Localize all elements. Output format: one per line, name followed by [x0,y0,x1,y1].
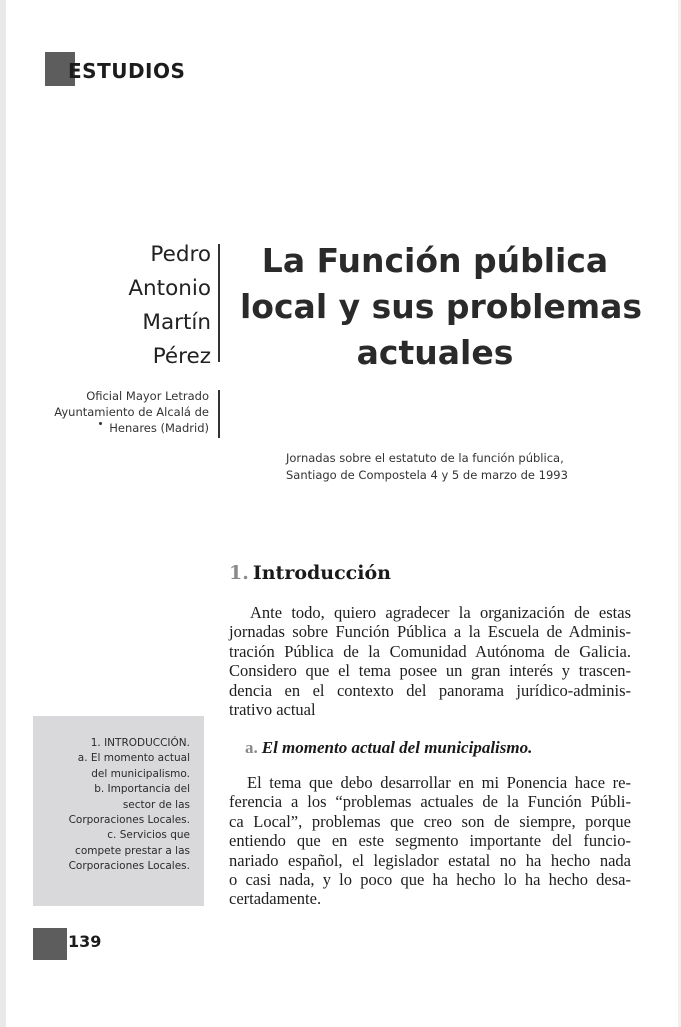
title-line: actuales [356,333,514,372]
event-line: Santiago de Compostela 4 y 5 de marzo de 1993 [286,468,568,482]
event-line: Jornadas sobre el estatuto de la función pública, [286,451,564,465]
intro-paragraph [229,603,631,719]
contents-item: compete prestar a las [75,844,190,857]
paragraph-line: nariado español, el legislador estatal no ha hecho nada [229,850,631,870]
contents-item: b. Importancia del [94,783,190,796]
paragraph-line: certadamente. [229,889,322,909]
title-line: local y sus problemas [240,287,643,326]
author-name-line: Pérez [152,344,211,369]
author-name-line: Martín [142,310,211,335]
paragraph-line: entiendo que en este segmento importante del funcio- [229,831,631,851]
contents-item: a. El momento actual [77,752,190,765]
subheading-letter: a. [245,738,258,757]
contents-item: Corporaciones Locales. [68,860,190,873]
paragraph-line: o casi nada, y lo poco que ha hecho lo ha hecho desa- [229,870,631,890]
subheading-text: El momento actual del municipalismo. [261,738,533,757]
subsection-heading [245,738,532,758]
event-note [286,450,568,484]
contents-sidebar [33,716,204,906]
contents-item: 1. INTRODUCCIÓN. [90,737,190,749]
section-label: ESTUDIOS [68,59,186,83]
paragraph-line: El tema que debo desarrollar en mi Ponencia hace re- [247,773,631,792]
paragraph-line: dencia en el contexto del panorama jurídico-adminis- [229,680,631,700]
contents-item: Corporaciones Locales. [68,814,190,827]
page-number: 139 [68,932,102,951]
body-paragraph [229,773,631,909]
paragraph-line: ferencia a los “problemas actuales de la Función Públi- [229,792,631,812]
article-title [240,238,643,376]
affiliation-line: Oficial Mayor Letrado [86,389,209,403]
paragraph-line: Ante todo, quiero agradecer la organización de estas [250,603,631,622]
author-name [128,238,211,374]
paragraph-line: tración Pública de la Comunidad Autónoma de Galicia. [229,641,631,661]
affiliation-line: Ayuntamiento de Alcalá de [54,405,209,419]
contents-list [69,736,190,875]
title-line: La Función pública [261,241,609,280]
affiliation-divider [218,390,220,438]
contents-item: del municipalismo. [91,767,190,780]
paragraph-line: jornadas sobre Función Pública a la Escuela de Adminis- [229,622,631,642]
author-name-line: Pedro [150,242,211,267]
page-number-block [33,928,67,960]
section-heading [229,562,391,584]
page-edge-shadow [0,0,6,1027]
author-divider [218,244,220,362]
affiliation-line: Henares (Madrid) [109,421,209,435]
author-name-line: Antonio [128,276,211,301]
author-affiliation [54,388,209,436]
heading-text: Introducción [252,562,391,584]
contents-item: c. Servicios que [107,829,190,842]
paragraph-line: trativo actual [229,700,316,720]
heading-number: 1. [229,562,249,584]
paragraph-line: ca Local”, problemas que creo son de siempre, porque [229,811,631,831]
contents-item: sector de las [122,798,190,811]
print-speck [99,422,102,425]
paragraph-line: Considero que el tema posee un gran interés y trascen- [229,661,631,681]
